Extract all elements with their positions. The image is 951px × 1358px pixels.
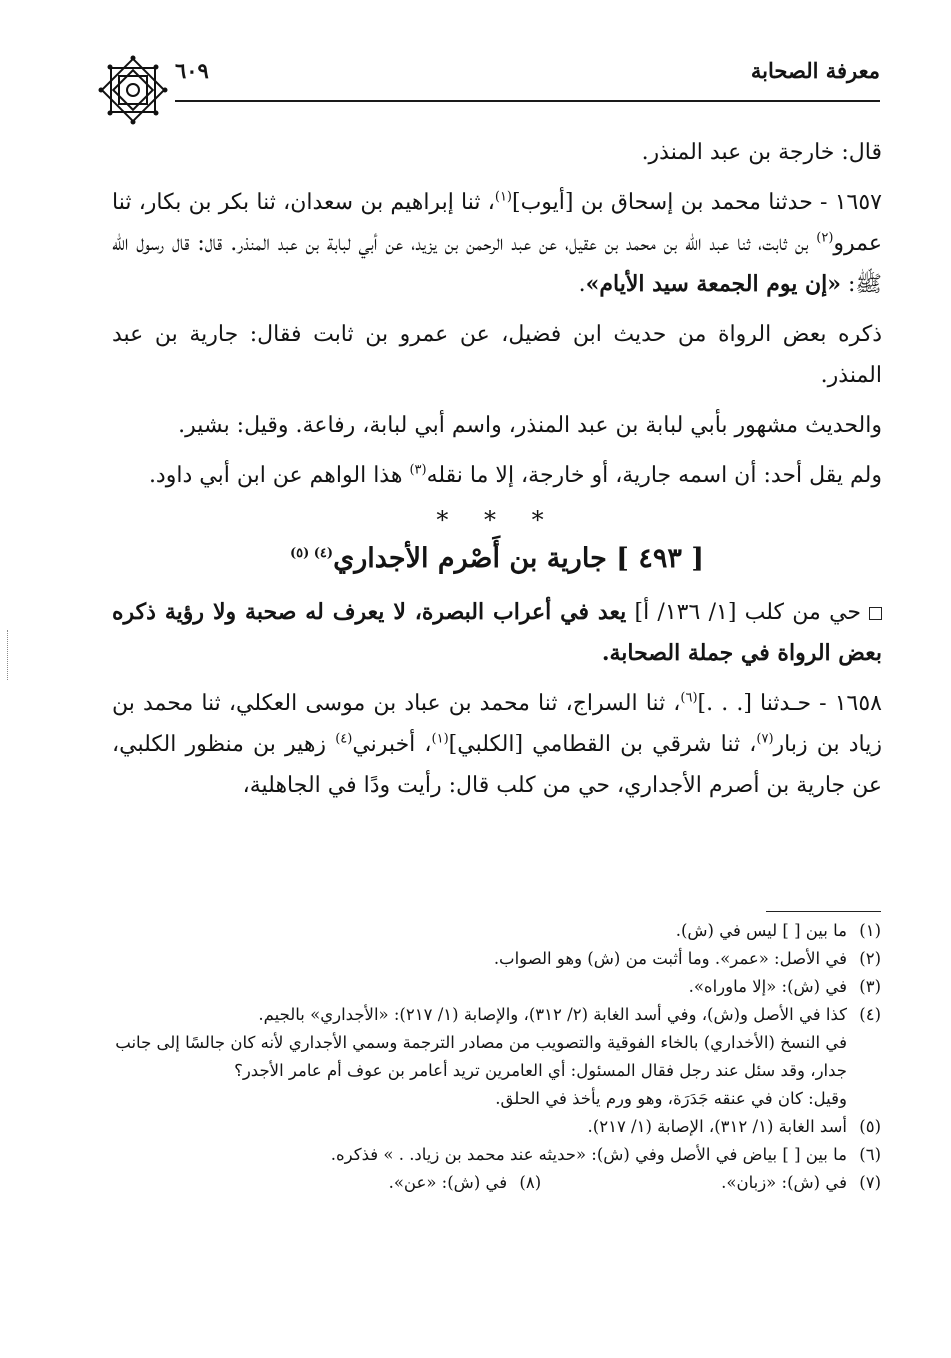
hadith-1657-text-1: ١٦٥٧ - حدثنا محمد بن إسحاق بن [أيوب] — [512, 190, 882, 215]
section-divider-stars: * * * — [436, 506, 558, 534]
paragraph-4-text: والحديث مشهور بأبي لبابة بن عبد المنذر، واسم أبي لبابة، رفاعة. وقيل: بشير. — [178, 413, 882, 438]
page-number: ٦٠٩ — [175, 58, 209, 83]
footnote-1 — [105, 917, 881, 945]
footnote-number: (١) — [859, 921, 881, 940]
paragraph-6-text-2: يعد في أعراب البصرة، لا يعرف له صحبة ولا رؤية ذكره بعض الرواة في جملة الصحابة. — [112, 599, 882, 666]
paragraph-6 — [112, 592, 882, 674]
footnote-ref: (٣) — [409, 462, 427, 478]
footnote-4 — [105, 1001, 881, 1029]
footnote-text: في (ش): «زبان». — [721, 1173, 847, 1192]
footnote-ref: (١) — [431, 731, 449, 747]
footnote-ref: (١) — [494, 189, 512, 205]
paragraph-3 — [112, 314, 882, 396]
footnote-text: في (ش): «عن». — [388, 1173, 508, 1192]
footnote-text: في (ش): «إلا ماوراه». — [688, 977, 847, 996]
footnote-number: (٣) — [859, 977, 881, 996]
footnote-text: أسد الغابة (١/ ٣١٢)، الإصابة (١/ ٢١٧). — [587, 1117, 847, 1136]
footnotes-last-row — [105, 1169, 881, 1197]
footnotes — [105, 917, 881, 1197]
running-title: معرفة الصحابة — [750, 58, 880, 83]
octagram-ornament-icon — [95, 52, 171, 128]
footnote-ref: (٢) — [816, 230, 834, 246]
footnote-4-continuation-2: وقيل: كان في عنقه جَدَرَة، وهو ورم يأخذ في الحلق. — [495, 1089, 847, 1108]
hadith-1657 — [112, 182, 882, 305]
footnote-rule — [766, 911, 881, 912]
footnote-text: ما بين [ ] بياض في الأصل وفي (ش): «حديثه عند محمد بن زياد. . » فذكره. — [330, 1145, 847, 1164]
footnote-number: (٦) — [859, 1145, 881, 1164]
footnote-5 — [105, 1113, 881, 1141]
main-text — [112, 132, 882, 806]
footnote-ref: (٦) — [680, 690, 698, 706]
paragraph-3-text: ذكره بعض الرواة من حديث ابن فضيل، عن عمرو بن ثابت فقال: جارية بن عبد المنذر. — [112, 322, 882, 388]
hadith-1657-matn: «إن يوم الجمعة سيد الأيام» — [585, 271, 842, 297]
footnote-number: (٥) — [859, 1117, 881, 1136]
footnote-4-continuation: في النسخ (الأخداري) بالخاء الفوقية والتصويب من مصادر الترجمة وسمي الأجداري لأنه كان جالسًا إلى جانب جدار، وقد سئل عند رجل فقال المسئول: أي العامرين تريد أعامر بن عوف أم عامر الأجدر؟ — [115, 1033, 847, 1080]
footnote-ref: (٤) (٥) — [289, 546, 334, 561]
footnote-number: (٢) — [859, 949, 881, 968]
footnote-6 — [105, 1141, 881, 1169]
footnote-7 — [721, 1169, 881, 1197]
hadith-1658 — [112, 683, 882, 806]
footnote-8 — [389, 1169, 542, 1197]
header-rule — [175, 100, 880, 102]
paragraph-5-text-2: هذا الواهم عن ابن أبي داود. — [148, 463, 410, 488]
entry-title-text: [ ٤٩٣ ] جارية بن أَصْرم الأجداري — [333, 543, 705, 574]
entry-title — [112, 538, 882, 580]
footnote-text: ما بين [ ] ليس في (ش). — [675, 921, 847, 940]
hadith-1658-text-4: ، أخبرني — [352, 732, 432, 757]
footnote-number: (٧) — [859, 1173, 881, 1192]
footnote-text: في الأصل: «عمر». وما أثبت من (ش) وهو الصواب. — [493, 949, 847, 968]
hadith-1658-text-5: زهير بن منظور الكلبي، عن جارية بن أصرم الأجداري، حي من كلب قال: رأيت ودًا في الجاهلية، — [112, 732, 882, 798]
footnote-number: (٤) — [859, 1005, 881, 1024]
paragraph-1-text: قال: خارجة بن عبد المنذر. — [641, 140, 882, 165]
paragraph-6-text-1: حي من كلب [١/ ١٣٦/ أ] — [626, 600, 862, 625]
footnote-ref: (٧) — [756, 731, 774, 747]
page-header — [95, 52, 880, 100]
footnote-text: كذا في الأصل و(ش)، وفي أسد الغابة (٢/ ٣١٢)، والإصابة (١/ ٢١٧): «الأجداري» بالجيم. — [258, 1005, 847, 1024]
footnote-2 — [105, 945, 881, 973]
hadith-1658-text-2: ، ثنا السراج، ثنا محمد بن عباد بن موسى العكلي، ثنا محمد بن زياد بن زبار — [112, 691, 882, 757]
paragraph-1 — [112, 132, 882, 173]
square-marker-icon — [869, 607, 882, 620]
footnote-ref: (٤) — [335, 731, 353, 747]
hadith-1657-end: . — [578, 272, 586, 297]
hadith-1658-text-1: ١٦٥٨ - حـدثنا [. . .] — [697, 691, 882, 716]
margin-scan-marks — [7, 630, 12, 680]
paragraph-4 — [112, 405, 882, 446]
footnote-number: (٨) — [519, 1173, 542, 1192]
hadith-1657-text-3: بن ثابت، ثنا عبد الله بن محمد بن عقيل، عن عبد الرحمن بن يزيد، عن أبي لبابة بن عبد المنذر. قال: قال رسول الله ﷺ: — [112, 231, 882, 297]
footnote-3 — [105, 973, 881, 1001]
hadith-1658-text-3: ، ثنا شرقي بن القطامي [الكلبي] — [448, 732, 757, 757]
hadith-1657-text-2: ، ثنا إبراهيم بن سعدان، ثنا بكر بن بكار، ثنا عمرو — [112, 190, 882, 256]
paragraph-5-text-1: ولم يقل أحد: أن اسمه جارية، أو خارجة، إلا ما نقله — [426, 463, 882, 488]
paragraph-5 — [112, 455, 882, 496]
